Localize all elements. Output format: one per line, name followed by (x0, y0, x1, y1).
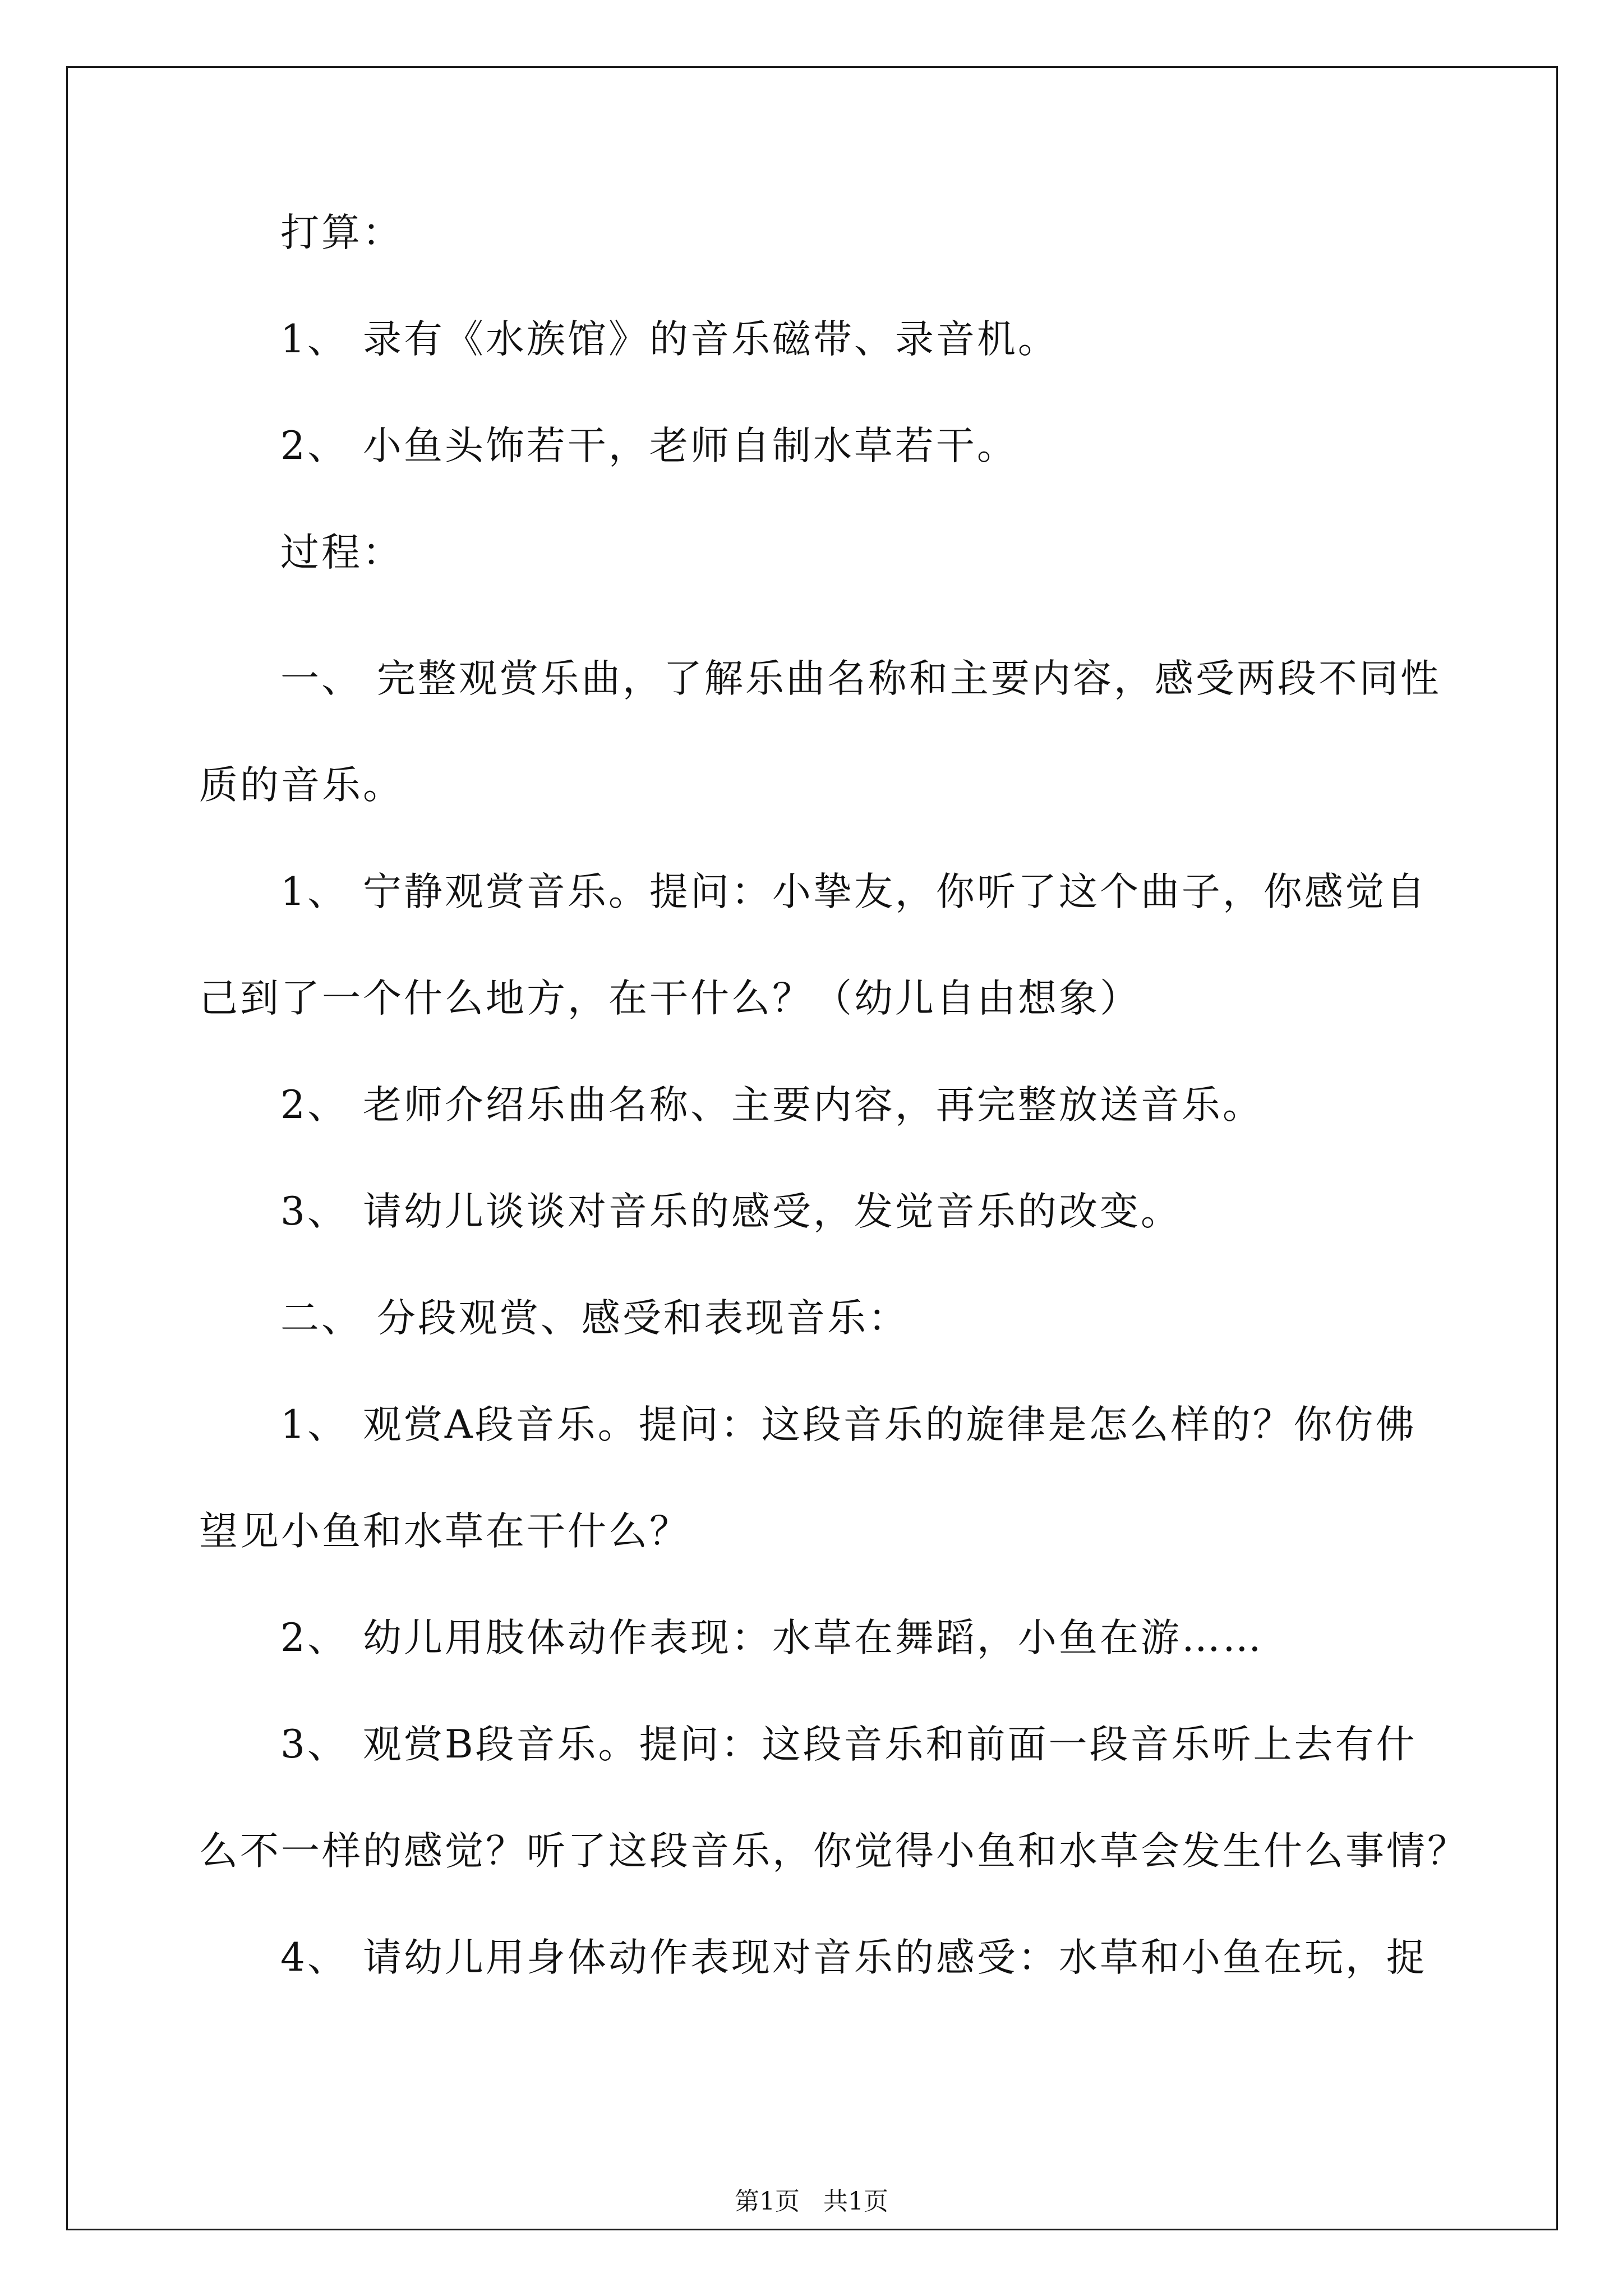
paragraph-line: 2、 老师介绍乐曲名称、主要内容，再完整放送音乐。 (280, 1083, 1264, 1128)
paragraph-line: 2、 小鱼头饰若干，老师自制水草若干。 (280, 424, 1018, 468)
paragraph-line: 过程： (280, 530, 403, 575)
paragraph-line: 己到了一个什么地方，在干什么？（幼儿自由想象） (199, 976, 1141, 1021)
paragraph-line: 3、 请幼儿谈谈对音乐的感受，发觉音乐的改变。 (280, 1189, 1182, 1234)
paragraph-line: 4、 请幼儿用身体动作表现对音乐的感受：水草和小鱼在玩，捉 (280, 1935, 1427, 1980)
paragraph-line: 1、 宁静观赏音乐。提问：小挚友，你听了这个曲子，你感觉自 (280, 869, 1427, 914)
paragraph-line: 望见小鱼和水草在干什么？ (199, 1509, 690, 1554)
paragraph-line: 一、 完整观赏乐曲，了解乐曲名称和主要内容，感受两段不同性 (280, 656, 1441, 701)
paragraph-line: 打算： (280, 210, 403, 255)
paragraph-line: 3、 观赏B段音乐。提问：这段音乐和前面一段音乐听上去有什 (280, 1722, 1417, 1767)
paragraph-line: 1、 观赏A段音乐。提问：这段音乐的旋律是怎么样的？你仿佛 (280, 1402, 1417, 1447)
paragraph-line: 么不一样的感觉？听了这段音乐，你觉得小鱼和水草会发生什么事情？ (199, 1829, 1468, 1874)
paragraph-line: 2、 幼儿用肢体动作表现：水草在舞蹈，小鱼在游…… (280, 1616, 1264, 1660)
paragraph-line: 质的音乐。 (199, 763, 404, 808)
paragraph-line: 1、 录有《水族馆》的音乐磁带、录音机。 (280, 317, 1059, 362)
page-number-footer: 第1页 共1页 (735, 2187, 888, 2216)
paragraph-line: 二、 分段观赏、感受和表现音乐： (280, 1296, 909, 1341)
page-border (66, 66, 1558, 2230)
